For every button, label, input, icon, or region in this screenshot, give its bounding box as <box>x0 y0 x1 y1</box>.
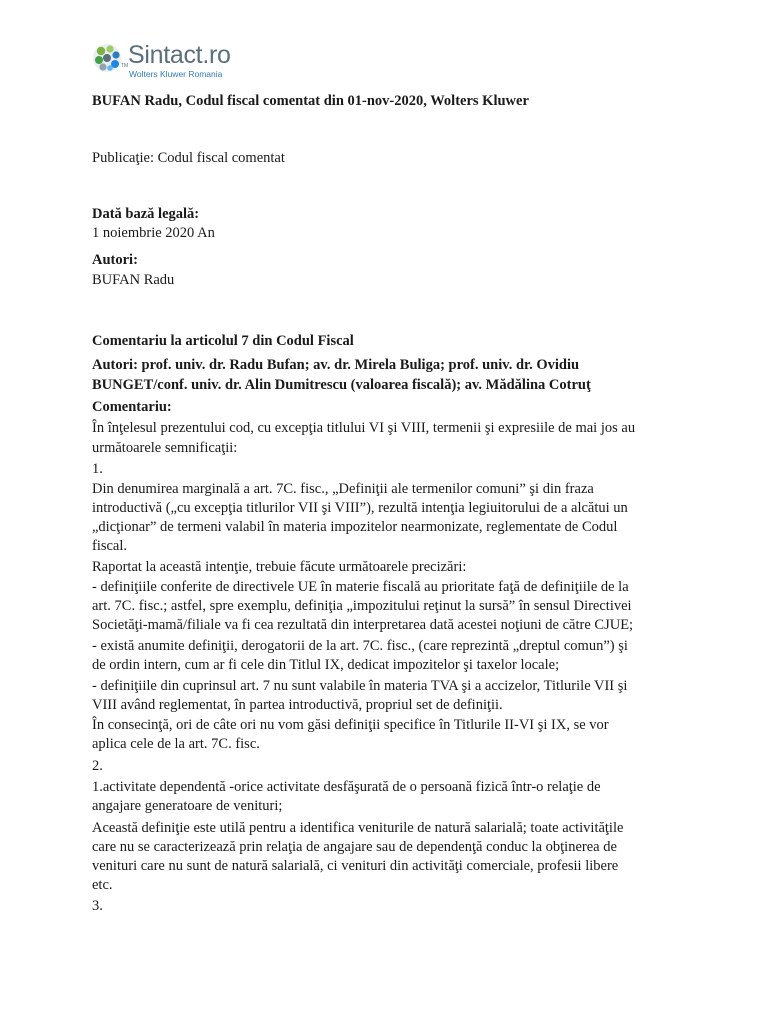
text-line: Din denumirea marginală a art. 7C. fisc., „Definiţii ale termenilor comuni” şi din fraza <box>92 481 594 497</box>
text-line: „dicţionar” de termeni valabil în materia impozitelor nearmonizate, reglementate de Codul <box>92 519 618 535</box>
text-line: următoarele semnificaţii: <box>92 440 238 456</box>
legal-date-value: 1 noiembrie 2020 An <box>92 225 215 241</box>
text-line: 2. <box>92 758 103 774</box>
text-line: Raportat la această intenţie, trebuie făcute următoarele precizări: <box>92 559 467 575</box>
text-line: - există anumite definiţii, derogatorii de la art. 7C. fisc., (care reprezintă „dreptul comun”) şi <box>92 638 628 654</box>
authors-label: Autori: <box>92 252 138 268</box>
text-line: Societăţi-mamă/filiale va fi cea rezultată din interpretarea dată acestei noţiuni de către CJUE; <box>92 617 634 633</box>
authors-value: BUFAN Radu <box>92 272 175 288</box>
sintact-globe-icon <box>92 43 122 73</box>
document-title: BUFAN Radu, Codul fiscal comentat din 01-nov-2020, Wolters Kluwer <box>92 93 529 109</box>
text-line: În consecinţă, ori de câte ori nu vom găsi definiţii specifice în Titlurile II-VI şi IX, se vor <box>92 717 609 733</box>
text-line: care nu se caracterizează prin relaţia de angajare sau de dependenţă conduc la obţinerea de <box>92 839 617 855</box>
text-line: aplica cele de la art. 7C. fisc. <box>92 736 260 752</box>
text-line: 1. <box>92 461 103 477</box>
comment-label: Comentariu: <box>92 399 172 415</box>
text-line: venituri care nu sunt de natură salarială, ci venituri din activităţi comerciale, profesii libere <box>92 858 619 874</box>
text-line: introductivă („cu excepţia titlurilor VII şi VIII”), rezultă intenţia legiuitorului de a alcătui un <box>92 500 628 516</box>
commentary-authors-line: Autori: prof. univ. dr. Radu Bufan; av. dr. Mirela Buliga; prof. univ. dr. Ovidiu <box>92 357 580 373</box>
trademark-mark: TM <box>121 63 129 69</box>
text-line: - definiţiile conferite de directivele UE în materie fiscală au prioritate faţă de definiţiile de la <box>92 579 629 595</box>
text-line: angajare generatoare de venituri; <box>92 798 283 814</box>
text-line: de ordin intern, cum ar fi cele din Titlul IX, dedicat impozitelor şi taxelor locale; <box>92 657 560 673</box>
brand-name: Sintact.ro <box>128 41 231 69</box>
text-line: În înţelesul prezentului cod, cu excepţia titlului VI şi VIII, termenii şi expresiile de mai jos au <box>92 420 636 436</box>
publication-line: Publicaţie: Codul fiscal comentat <box>92 150 285 166</box>
text-line: fiscal. <box>92 538 128 554</box>
text-line: 3. <box>92 898 103 914</box>
text-line: Această definiţie este utilă pentru a identifica veniturile de natură salarială; toate activităţile <box>92 820 624 836</box>
text-line: 1.activitate dependentă -orice activitate desfăşurată de o persoană fizică într-o relaţie de <box>92 779 601 795</box>
text-line: art. 7C. fisc.; astfel, spre exemplu, definiţia „impozitului reţinut la sursă” în sensul Directivei <box>92 598 632 614</box>
brand-tagline: Wolters Kluwer Romania <box>129 69 223 79</box>
text-line: etc. <box>92 877 113 893</box>
commentary-authors-line: BUNGET/conf. univ. dr. Alin Dumitrescu (valoarea fiscală); av. Mădălina Cotruţ <box>92 377 591 393</box>
commentary-heading: Comentariu la articolul 7 din Codul Fiscal <box>92 333 354 349</box>
text-line: VIII având reglementat, în partea introductivă, propriul set de definiţii. <box>92 697 503 713</box>
legal-date-label: Dată bază legală: <box>92 206 200 222</box>
text-line: - definiţiile din cuprinsul art. 7 nu sunt valabile în materia TVA şi a accizelor, Titlurile VII şi <box>92 678 628 694</box>
sintact-logo <box>92 40 292 82</box>
